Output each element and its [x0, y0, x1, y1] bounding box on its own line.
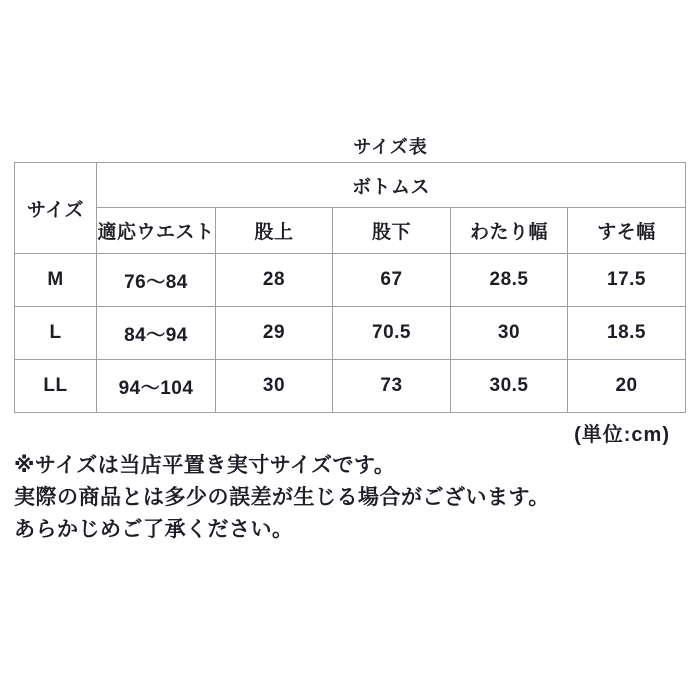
unit-label: (単位:cm) — [574, 424, 670, 446]
value-cell: 76〜84 — [97, 254, 216, 307]
disclaimer-notes — [14, 450, 686, 546]
value-cell: 28.5 — [451, 254, 568, 307]
subheader-inseam: 股下 — [333, 208, 451, 254]
page-title: サイズ表 — [353, 137, 428, 157]
subheader-thigh: わたり幅 — [451, 208, 568, 254]
value-cell: 94〜104 — [97, 360, 216, 413]
note-line: あらかじめご了承ください。 — [14, 518, 294, 541]
value-cell: 30 — [216, 360, 333, 413]
value-cell: 84〜94 — [97, 307, 216, 360]
table-row-size-m — [15, 254, 686, 307]
group-header-bottoms: ボトムス — [97, 163, 686, 208]
value-cell: 20 — [568, 360, 686, 413]
value-cell: 29 — [216, 307, 333, 360]
table-row-size-ll — [15, 360, 686, 413]
value-cell: 30 — [451, 307, 568, 360]
note-line: 実際の商品とは多少の誤差が生じる場合がございます。 — [14, 486, 550, 509]
table-row-size-l — [15, 307, 686, 360]
table-row-group-header — [15, 163, 686, 208]
value-cell: 18.5 — [568, 307, 686, 360]
value-cell: 70.5 — [333, 307, 451, 360]
size-chart-table — [14, 162, 686, 413]
value-cell: 30.5 — [451, 360, 568, 413]
value-cell: 67 — [333, 254, 451, 307]
value-cell: 17.5 — [568, 254, 686, 307]
value-cell: 73 — [333, 360, 451, 413]
note-line: ※サイズは当店平置き実寸サイズです。 — [14, 454, 396, 477]
value-cell: 28 — [216, 254, 333, 307]
subheader-hem: すそ幅 — [568, 208, 686, 254]
size-cell: LL — [15, 360, 97, 413]
table-row-subheaders — [15, 208, 686, 254]
size-cell: L — [15, 307, 97, 360]
corner-header-size: サイズ — [15, 163, 97, 254]
size-cell: M — [15, 254, 97, 307]
subheader-waist: 適応ウエスト — [97, 208, 216, 254]
subheader-rise: 股上 — [216, 208, 333, 254]
